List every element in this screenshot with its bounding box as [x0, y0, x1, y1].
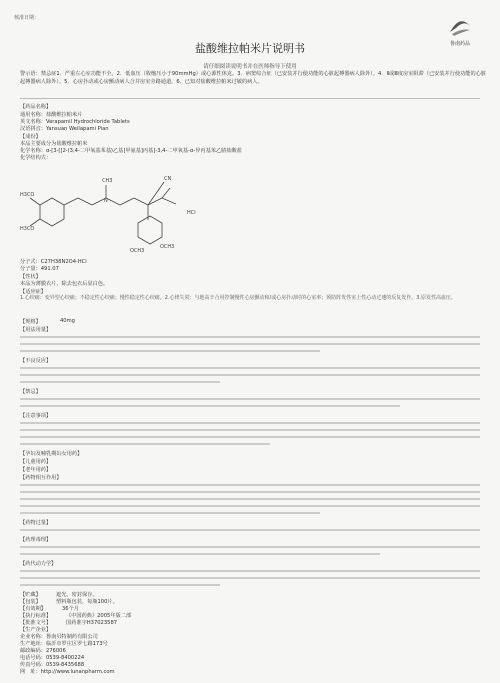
lunan-logo-icon [446, 16, 474, 38]
usage-header: 【用法用量】 [20, 327, 52, 333]
phone: 电话号码：0539-8400224 [20, 655, 85, 661]
precautions-text-line [20, 436, 480, 438]
usage-text-line [20, 343, 480, 345]
pregnancy-header: 【孕妇及哺乳期妇女用药】 [20, 451, 83, 457]
english-name: 英文名称：Verapamil Hydrochloride Tablets [20, 119, 130, 125]
interactions-text-line [20, 498, 480, 500]
interactions-header: 【药物相互作用】 [20, 475, 62, 481]
structure-label: 化学结构式： [20, 155, 52, 161]
approval-date-label: 核准日期： [14, 15, 40, 21]
pinyin-name: 汉语拼音：Yansuan Weilapami Pian [20, 126, 109, 132]
appearance-text: 本品为薄膜衣片，除去包衣后显白色。 [20, 281, 109, 287]
pharmacology-text-line [20, 553, 380, 555]
pharmacokinetics-text-line [20, 577, 480, 579]
interactions-text-line [20, 512, 320, 514]
document-title: 盐酸维拉帕米片说明书 [195, 42, 305, 55]
pharmacokinetics-text-line [20, 584, 220, 586]
standard-header: 【执行标准】 [20, 613, 52, 619]
svg-text:OCH3: OCH3 [130, 248, 145, 254]
contraindications-text-line [20, 398, 480, 400]
postcode: 邮政编码：276006 [20, 648, 66, 654]
svg-text:CH3: CH3 [102, 178, 113, 184]
precautions-header: 【注意事项】 [20, 413, 52, 419]
usage-text-line [20, 350, 320, 352]
adverse-text-line [20, 381, 220, 383]
adverse-header: 【不良反应】 [20, 358, 52, 364]
appearance-header: 【性状】 [20, 274, 41, 280]
company-address: 生产地址：临沂市罗庄区罗七路173号 [20, 641, 108, 647]
precautions-text-line [20, 422, 480, 424]
indications-text: 1.心绞痛：变异型心绞痛；不稳定性心绞痛；慢性稳定性心绞痛。2.心律失常：与地高辛合用控制慢性心房颤动和/或心房扑动时的心室率；预防阵发性室上性心动过速的反复发作。3.原发性高血压。 [20, 295, 457, 301]
brand-name: 鲁南药品 [449, 41, 470, 47]
storage-text: 遮光，密封保存。 [56, 592, 98, 598]
molecular-formula: 分子式：C27H38N2O4·HCl [20, 259, 87, 265]
drug-name-header: 【药品名称】 [20, 104, 52, 110]
pharmacology-text-line [20, 546, 480, 548]
ingredients-text: 本品主要成分为盐酸维拉帕米 [20, 141, 88, 147]
molecular-weight: 分子量：491.07 [20, 266, 59, 272]
svg-text:H3CO: H3CO [20, 192, 35, 198]
interactions-text-line [20, 505, 480, 507]
manufacturer-header: 【生产企业】 [20, 627, 52, 633]
overdose-text-line [20, 529, 480, 531]
svg-text:OCH3: OCH3 [160, 244, 175, 250]
adverse-text-line [20, 367, 480, 369]
adverse-text-line [20, 374, 480, 376]
interactions-text-line [20, 491, 480, 493]
children-header: 【儿童用药】 [20, 459, 52, 465]
divider [20, 98, 480, 99]
website: 网 址：http://www.lunanpharm.com [20, 669, 115, 675]
validity-header: 【有效期】 [20, 606, 46, 612]
pharmacokinetics-header: 【药代动力学】 [20, 561, 57, 567]
package-text: 塑料瓶包装，每瓶100片。 [56, 599, 118, 605]
interactions-text-line [20, 484, 480, 486]
ingredients-header: 【成份】 [20, 134, 41, 140]
contraindications-text-line [20, 405, 400, 407]
indications-header: 【适应症】 [20, 289, 46, 295]
warning-paragraph: 警示语：禁忌症1．严重左心室功能不全。2．低血压（收缩压小于90mmHg）或心源性休克。3．病窦综合征（已安装并行使功能的心脏起搏器病人除外）。4．Ⅱ或Ⅲ度房室阻滞（已安装并行使功能的心脏起搏器病人除外）。5．心房扑动或心房颤动病人合并房室旁路通道。6．已知对盐酸维拉帕米过敏的病人。 [20, 71, 487, 85]
svg-text:H3CO: H3CO [20, 226, 35, 232]
overdose-header: 【药物过量】 [20, 520, 52, 526]
chemical-name: 化学名称：α-[3-[[2-(3,4-二甲氧基苯基)乙基]甲氨基]丙基]-3,4-二甲氧基-α-异丙基苯乙腈盐酸盐 [20, 148, 242, 154]
precautions-text-line [20, 443, 270, 445]
spec-header: 【规格】 [20, 319, 41, 325]
spec-value: 40mg [60, 318, 75, 324]
usage-text-line [20, 336, 480, 338]
storage-header: 【贮藏】 [20, 592, 41, 598]
document-subtitle: 请仔细阅读说明书并在医师指导下使用 [203, 64, 297, 70]
package-header: 【包装】 [20, 599, 41, 605]
pharmacology-header: 【药理毒理】 [20, 537, 52, 543]
standard-text: 《中国药典》2005年版二部 [66, 613, 132, 619]
chemical-structure [20, 160, 220, 255]
hcl-label: HCl [187, 210, 196, 216]
elderly-header: 【老年用药】 [20, 467, 52, 473]
precautions-text-line [20, 429, 480, 431]
fax: 传真号码：0539-8435688 [20, 662, 85, 668]
approval-text: 国药准字H37023587 [66, 620, 118, 626]
validity-text: 36个月 [62, 606, 79, 612]
approval-header: 【批准文号】 [20, 620, 52, 626]
contraindications-header: 【禁忌】 [20, 389, 41, 395]
svg-text:N: N [104, 198, 108, 204]
pharmacokinetics-text-line [20, 570, 480, 572]
generic-name: 通用名称：盐酸维拉帕米片 [20, 112, 83, 118]
company-name: 企业名称：鲁南贝特制药有限公司 [20, 634, 98, 640]
svg-text:CN: CN [164, 176, 172, 182]
